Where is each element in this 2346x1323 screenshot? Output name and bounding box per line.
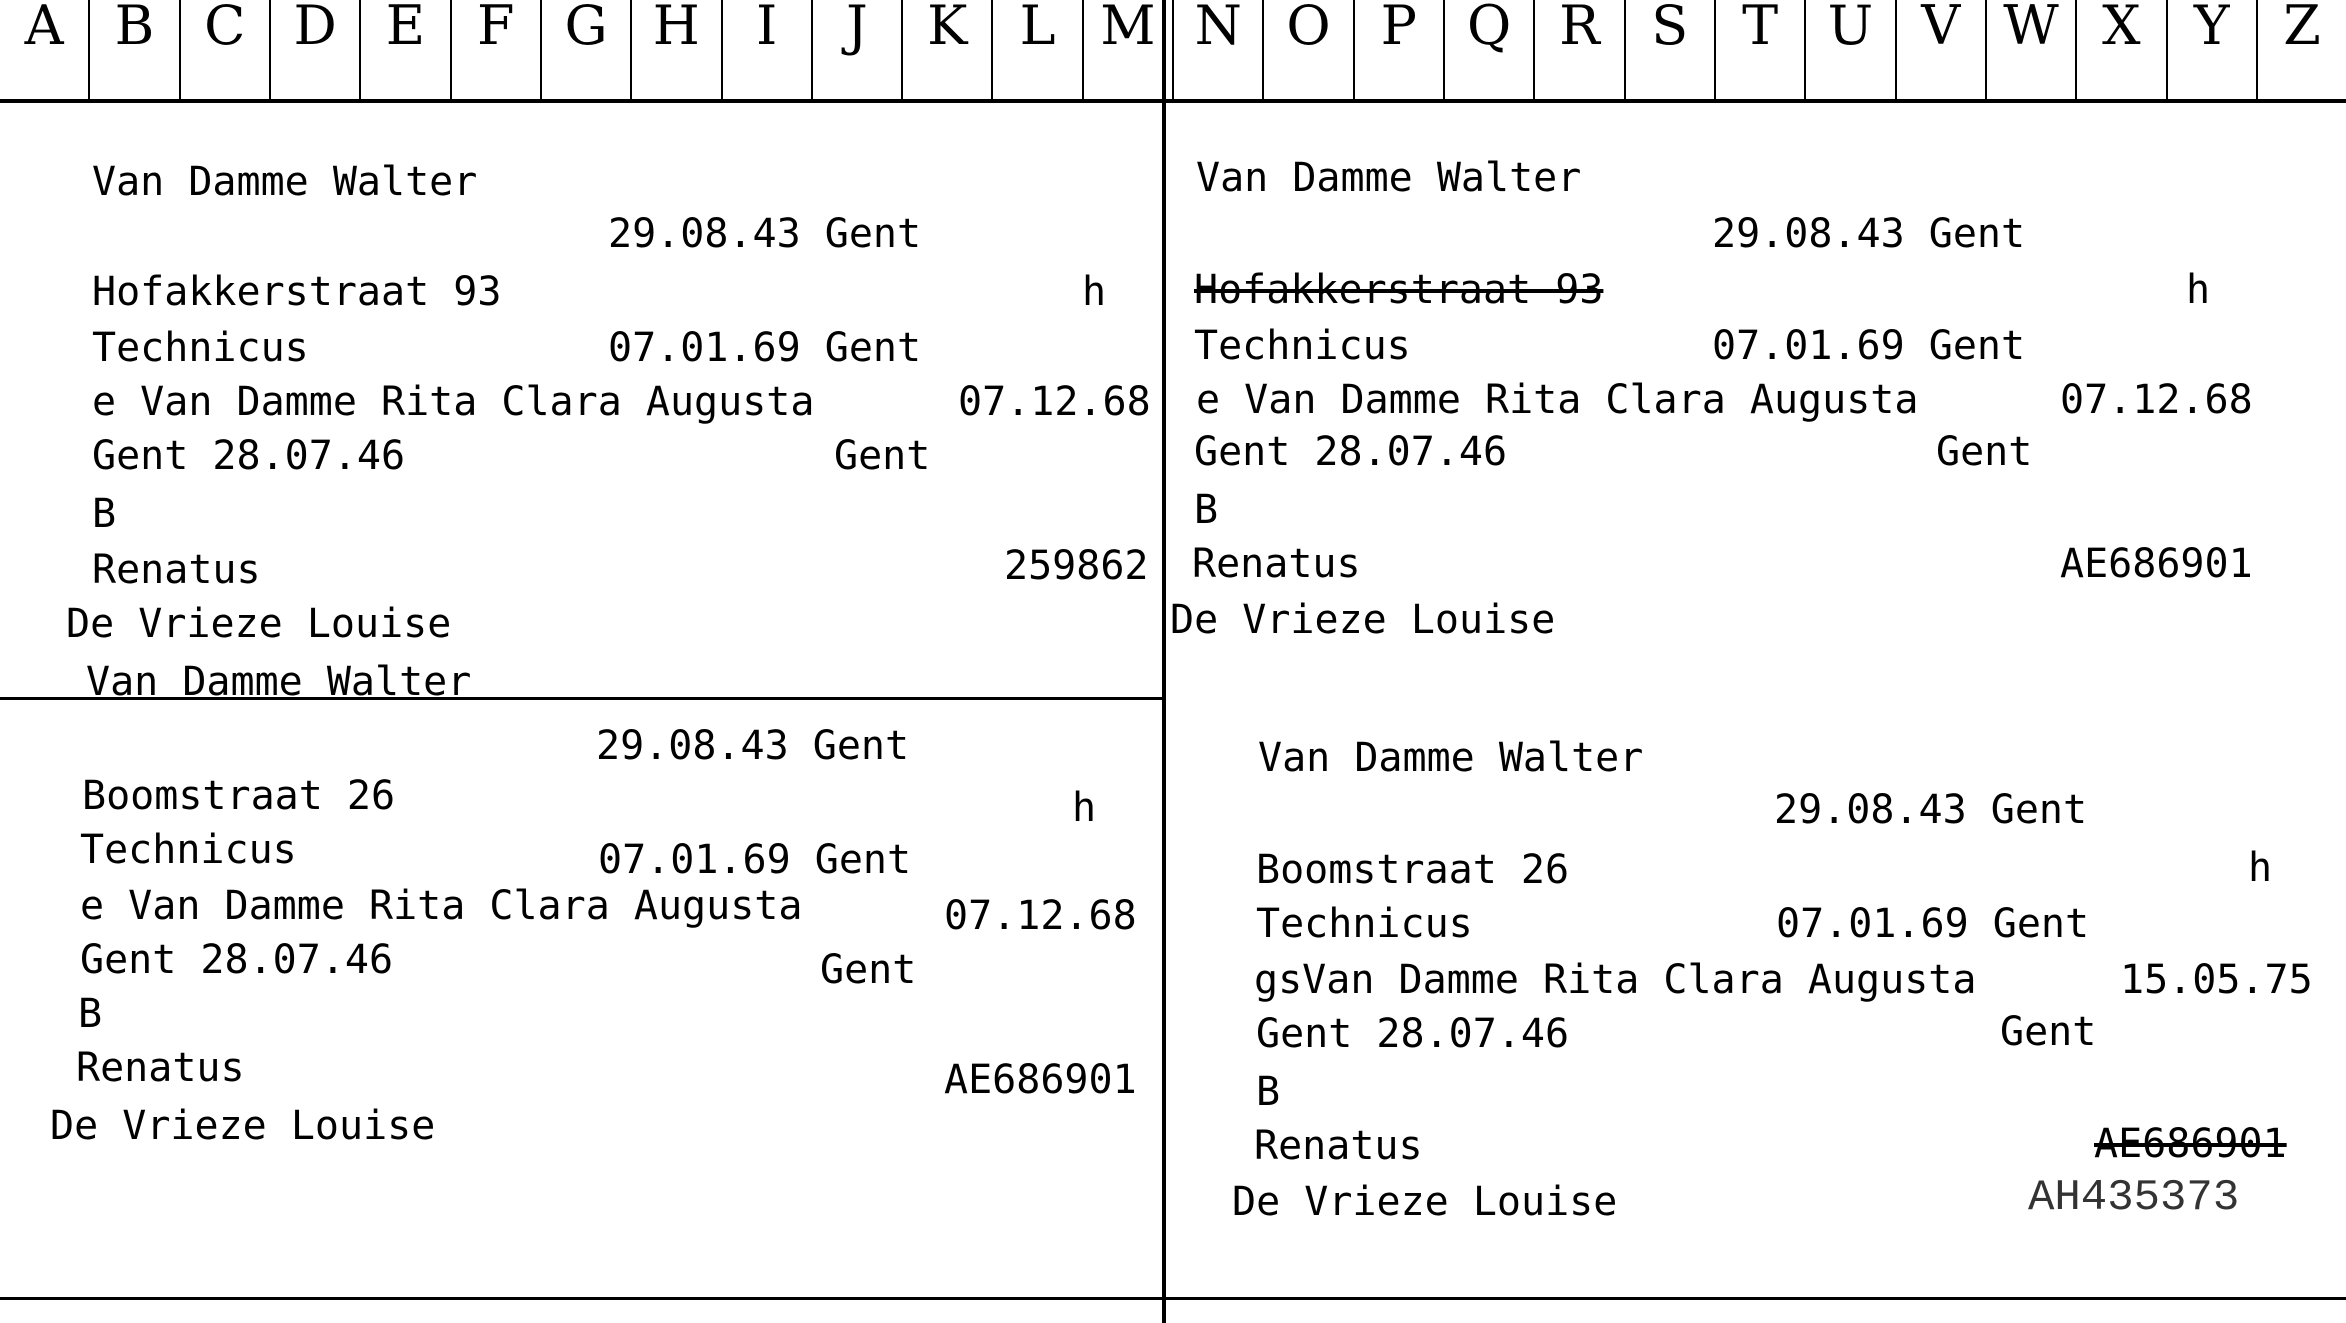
occupation-date: 07.01.69 Gent xyxy=(608,325,922,371)
mother-name: De Vrieze Louise xyxy=(66,601,452,647)
sex-code: h xyxy=(2186,267,2211,313)
spouse-place: Gent xyxy=(820,947,917,993)
status-code: B xyxy=(1256,1069,1281,1115)
spouse-birth: Gent 28.07.46 xyxy=(1194,429,1508,475)
person-name: Van Damme Walter xyxy=(1196,155,1582,201)
index-letter: L xyxy=(993,0,1083,100)
index-letter: T xyxy=(1716,0,1806,100)
spouse-name: gsVan Damme Rita Clara Augusta xyxy=(1254,957,1977,1003)
sex-code: h xyxy=(2248,845,2273,891)
address-crossed-out: Hofakkerstraat 93 xyxy=(1194,267,1604,313)
bottom-right-rule xyxy=(1166,1297,2346,1300)
index-letter: Q xyxy=(1445,0,1535,100)
father-name: Renatus xyxy=(92,547,261,593)
address: Hofakkerstraat 93 xyxy=(92,269,502,315)
person-name: Van Damme Walter xyxy=(1258,735,1644,781)
occupation: Technicus xyxy=(80,827,297,873)
alphabet-index xyxy=(0,0,2346,100)
marriage-date: 07.12.68 xyxy=(2060,377,2253,423)
spouse-name: e Van Damme Rita Clara Augusta xyxy=(1196,377,1919,423)
document-number: 259862 xyxy=(1004,543,1149,589)
marriage-date: 15.05.75 xyxy=(2120,957,2313,1003)
sex-code: h xyxy=(1082,269,1107,315)
birth-date-place: 29.08.43 Gent xyxy=(1774,787,2088,833)
marriage-date: 07.12.68 xyxy=(958,379,1151,425)
person-name: Van Damme Walter xyxy=(92,159,478,205)
index-letter: I xyxy=(723,0,813,100)
index-letter: N xyxy=(1174,0,1264,100)
index-letter: A xyxy=(0,0,90,100)
index-letter: Y xyxy=(2168,0,2258,100)
index-letter: H xyxy=(632,0,722,100)
index-letter: M xyxy=(1084,0,1174,100)
index-letter: P xyxy=(1355,0,1445,100)
status-code: B xyxy=(92,491,117,537)
index-letter: J xyxy=(813,0,903,100)
document-number: AE686901 xyxy=(944,1057,1137,1103)
father-name: Renatus xyxy=(1254,1123,1423,1169)
marriage-date: 07.12.68 xyxy=(944,893,1137,939)
father-name: Renatus xyxy=(76,1045,245,1091)
index-letter: W xyxy=(1987,0,2077,100)
index-letter: S xyxy=(1626,0,1716,100)
index-letter: E xyxy=(361,0,451,100)
document-number: AE686901 xyxy=(2060,541,2253,587)
spouse-place: Gent xyxy=(1936,429,2033,475)
mother-name: De Vrieze Louise xyxy=(1232,1179,1618,1225)
index-letter: K xyxy=(903,0,993,100)
spouse-birth: Gent 28.07.46 xyxy=(1256,1011,1570,1057)
mother-name: De Vrieze Louise xyxy=(1170,597,1556,643)
father-name: Renatus xyxy=(1192,541,1361,587)
spouse-name: e Van Damme Rita Clara Augusta xyxy=(80,883,803,929)
new-document-number: AH435373 xyxy=(2028,1173,2240,1223)
person-name: Van Damme Walter xyxy=(86,659,472,705)
index-letter: F xyxy=(452,0,542,100)
occupation: Technicus xyxy=(92,325,309,371)
status-code: B xyxy=(1194,487,1219,533)
mother-name: De Vrieze Louise xyxy=(50,1103,436,1149)
occupation: Technicus xyxy=(1194,323,1411,369)
index-letter: G xyxy=(542,0,632,100)
occupation-date: 07.01.69 Gent xyxy=(598,837,912,883)
index-letter: U xyxy=(1806,0,1896,100)
spouse-name: e Van Damme Rita Clara Augusta xyxy=(92,379,815,425)
spouse-birth: Gent 28.07.46 xyxy=(92,433,406,479)
spouse-birth: Gent 28.07.46 xyxy=(80,937,394,983)
birth-date-place: 29.08.43 Gent xyxy=(1712,211,2026,257)
index-letter: C xyxy=(181,0,271,100)
bottom-left-rule xyxy=(0,1297,1162,1300)
top-rule xyxy=(0,99,2346,103)
birth-date-place: 29.08.43 Gent xyxy=(596,723,910,769)
index-letter: R xyxy=(1535,0,1625,100)
occupation-date: 07.01.69 Gent xyxy=(1712,323,2026,369)
index-letter: D xyxy=(271,0,361,100)
index-letter: X xyxy=(2077,0,2167,100)
center-divider xyxy=(1162,0,1166,1323)
spouse-place: Gent xyxy=(2000,1009,2097,1055)
occupation-date: 07.01.69 Gent xyxy=(1776,901,2090,947)
spouse-place: Gent xyxy=(834,433,931,479)
status-code: B xyxy=(78,991,103,1037)
index-letter: B xyxy=(90,0,180,100)
birth-date-place: 29.08.43 Gent xyxy=(608,211,922,257)
sex-code: h xyxy=(1072,785,1097,831)
occupation: Technicus xyxy=(1256,901,1473,947)
address: Boomstraat 26 xyxy=(1256,847,1570,893)
index-letter: Z xyxy=(2283,0,2321,57)
index-letter: V xyxy=(1897,0,1987,100)
index-letter: O xyxy=(1264,0,1354,100)
address: Boomstraat 26 xyxy=(82,773,396,819)
document-number-crossed-out: AE686901 xyxy=(2094,1121,2287,1167)
